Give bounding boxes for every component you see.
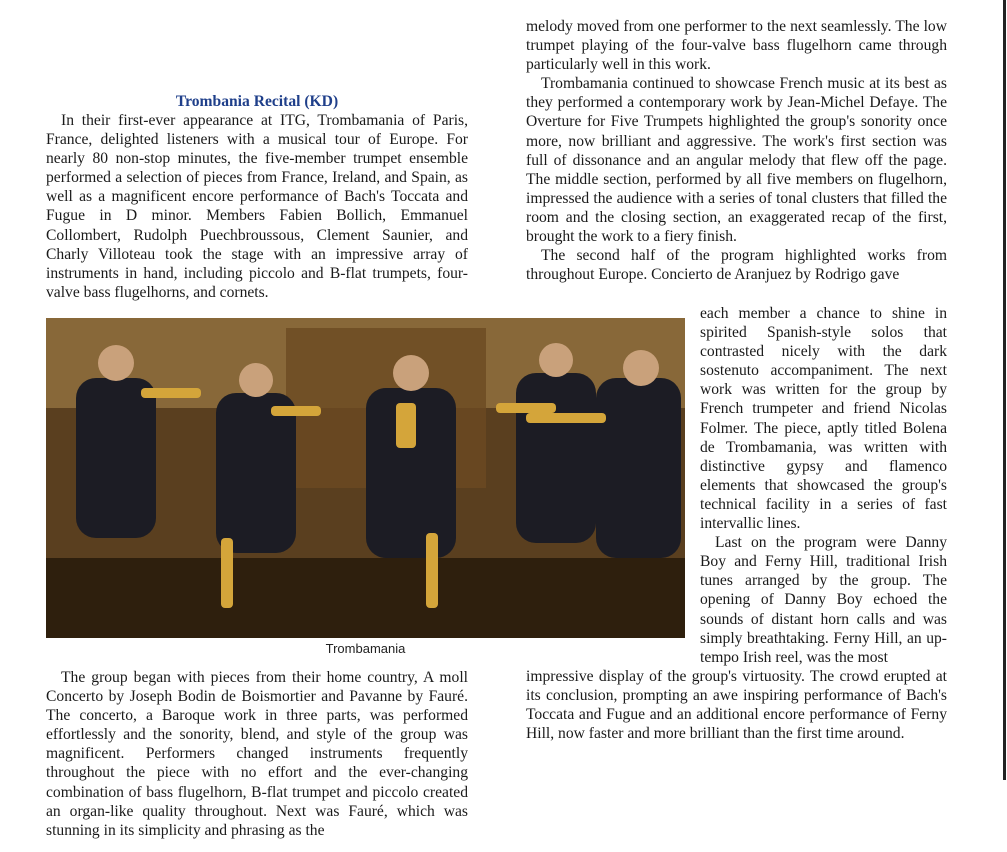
column-rule (1003, 0, 1006, 780)
right-column-wrap (700, 304, 947, 667)
paragraph-defaye: Trombamania continued to showcase French music at its best as they performed a contemporary work by Jean-Michel Defaye. The Overture for Five Trumpets highlighted the group's sonority once more, now brilliant and aggressive. The work's first section was full of dissonance and an angular melody that flew off the page. The middle section, performed by all five members on flugelhorn, impressed the audience with a series of tonal clusters that filled the room and the closing section, an exaggerated recap of the first, brought the work to a fiery finish. (526, 75, 947, 246)
paragraph-finale: impressive display of the group's virtuosity. The crowd erupted at its conclusion, prompting an awe inspiring performance of Bach's Toccata and Fugue and an additional encore performance of Ferny Hill, now faster and more brilliant than the first time around. (526, 668, 947, 743)
paragraph-second-half-start: The second half of the program highlighted works from throughout Europe. Concierto de Aranjuez by Rodrigo gave (526, 247, 947, 284)
paragraph-continuation: melody moved from one performer to the next seamlessly. The low trumpet playing of the four-valve bass flugelhorn came through particularly well in this work. (526, 18, 947, 74)
paragraph-intro: In their first-ever appearance at ITG, Trombamania of Paris, France, delighted listeners with a musical tour of Europe. For nearly 80 non-stop minutes, the five-member trumpet ensemble performed a selection of pieces from France, Ireland, and Spain, as well as a magnificent encore performance of Bach's Toccata and Fugue in D minor. Members Fabien Bollich, Emmanuel Collombert, Rudolph Puechbroussous, Clement Saunier, and Charly Villoteau took the stage with an impressive array of instruments in hand, including piccolo and B-flat trumpets, four-valve bass flugelhorns, and cornets. (46, 112, 468, 301)
left-column-top (46, 92, 468, 302)
left-column-bottom (46, 668, 468, 840)
right-column-bottom (526, 667, 947, 743)
ensemble-photo-illustration (46, 318, 685, 638)
right-column-top (526, 17, 947, 284)
paragraph-first-pieces: The group began with pieces from their home country, A moll Concerto by Joseph Bodin de Boismortier and Pavanne by Fauré. The concerto, a Baroque work in three parts, was performed effortlessly and the sonority, blend, and style of the group was magnificent. Performers changed instruments frequently throughout the piece with no effort and the ever-changing combination of bass flugelhorn, B-flat trumpet and piccolo created an organ-like quality throughout. Next was Fauré, which was stunning in its simplicity and phrasing as the (46, 669, 468, 839)
paragraph-second-half-continued: each member a chance to shine in spirited Spanish-style solos that contrasted nicely with the dark sostenuto accompaniment. The next work was written for the group by French trumpeter and friend Nicolas Folmer. The piece, aptly titled Bolena de Trombamania, was written with distinctive gypsy and flamenco elements that showcased the group's technical facility in a series of fast intervallic lines. (700, 305, 947, 533)
article-heading: Trombania Recital (KD) (175, 93, 339, 110)
photo-caption: Trombamania (325, 641, 406, 656)
ensemble-photo (46, 318, 685, 638)
paragraph-danny-boy: Last on the program were Danny Boy and Ferny Hill, traditional Irish tunes arranged by the group. The opening of Danny Boy echoed the sounds of distant horn calls and was simply breathtaking. Ferny Hill, an up-tempo Irish reel, was the most (700, 534, 947, 666)
